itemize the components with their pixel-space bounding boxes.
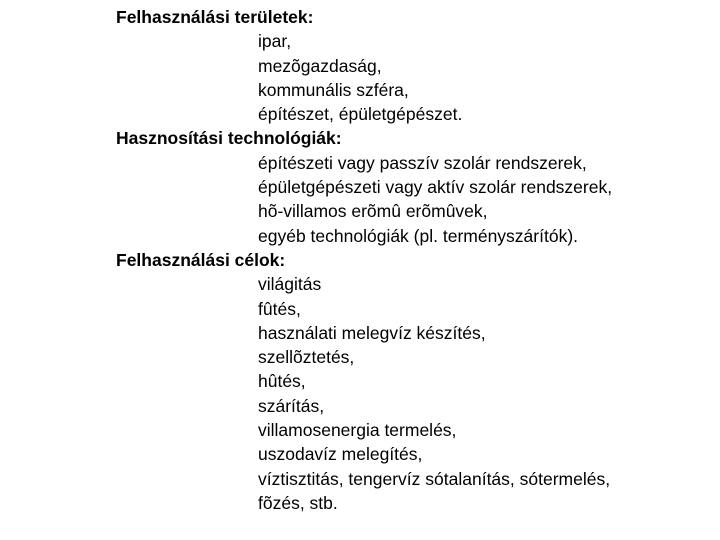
list-item: használati melegvíz készítés, [258, 322, 486, 343]
list-item: szárítás, [258, 395, 325, 416]
list-item: kommunális szféra, [258, 79, 409, 100]
section-heading-purposes: Felhasználási célok: [116, 249, 286, 270]
list-item: építészet, épületgépészet. [258, 104, 463, 125]
list-item: világitás [258, 274, 322, 295]
list-item: fõzés, stb. [258, 492, 338, 513]
list-item: épületgépészeti vagy aktív szolár rendszerek, [258, 177, 613, 198]
list-item: fûtés, [258, 298, 301, 319]
list-item: szellõztetés, [258, 347, 355, 368]
list-item: hõ-villamos erõmû erõmûvek, [258, 201, 488, 222]
list-item: villamosenergia termelés, [258, 420, 457, 441]
section-heading-application-areas: Felhasználási területek: [116, 7, 314, 27]
section-application-areas [0, 5, 720, 126]
list-item: ipar, [258, 31, 292, 52]
section-purposes [0, 248, 720, 515]
section-heading-technologies: Hasznosítási technológiák: [116, 128, 342, 149]
list-item: építészeti vagy passzív szolár rendszerek, [258, 152, 587, 173]
list-item: egyéb technológiák (pl. terményszárítók). [258, 225, 579, 246]
list-item: víztisztitás, tengervíz sótalanítás, sótermelés, [258, 468, 611, 489]
section-technologies [0, 126, 720, 247]
list-item: hûtés, [258, 371, 306, 392]
list-item: mezõgazdaság, [258, 55, 382, 76]
list-item: uszodavíz melegítés, [258, 444, 423, 465]
